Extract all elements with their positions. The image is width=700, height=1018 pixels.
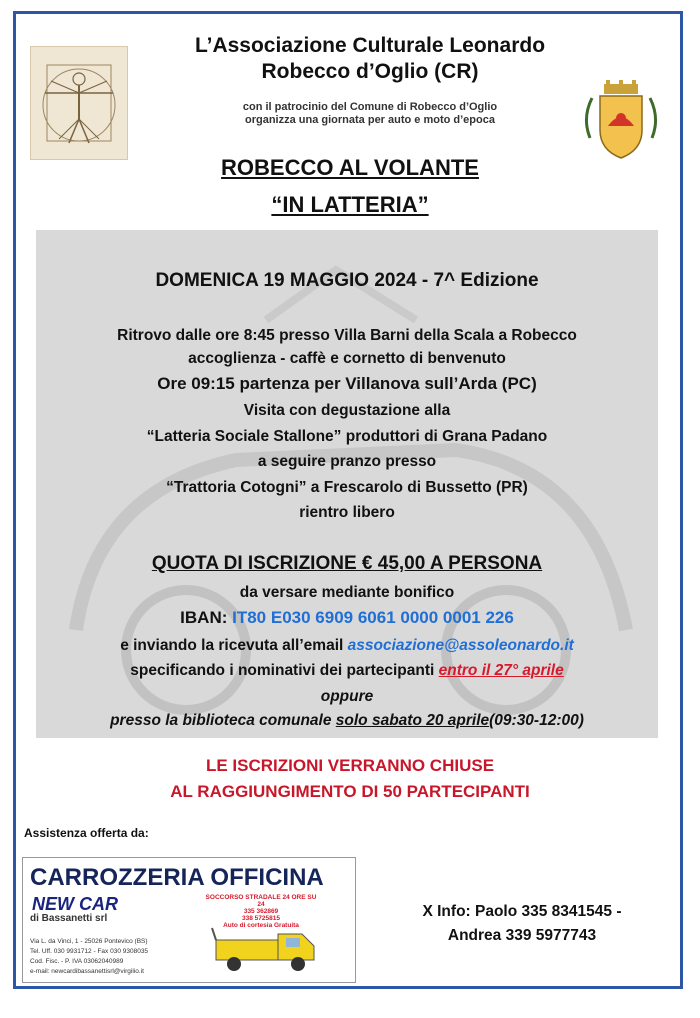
contact-info bbox=[372, 903, 672, 945]
sponsor-email: e-mail: newcardibassanettisrl@virgilio.it bbox=[30, 968, 144, 975]
deadline-text: entro il 27° aprile bbox=[438, 662, 564, 679]
organization-name: L’Associazione Culturale Leonardo bbox=[194, 34, 546, 57]
sos-line: Auto di cortesia Gratuita bbox=[223, 922, 299, 929]
contact-paolo: X Info: Paolo 335 8341545 - bbox=[422, 903, 622, 920]
organization-location: Robecco d’Oglio (CR) bbox=[261, 60, 479, 83]
sponsor-phones: Tel. Uff. 030 9931712 - Fax 030 9308035 bbox=[30, 948, 149, 955]
names-prefix: specificando i nominativi dei partecipanti bbox=[130, 662, 435, 679]
email-line bbox=[36, 637, 658, 655]
program-line: a seguire pranzo presso bbox=[257, 453, 437, 470]
sponsor-brand: NEW CAR bbox=[32, 894, 118, 914]
deadline-line bbox=[36, 662, 658, 680]
library-hours: (09:30-12:00) bbox=[489, 712, 584, 729]
program-line: “Latteria Sociale Stallone” produttori di Grana Padano bbox=[146, 428, 548, 445]
sos-line: SOCCORSO STRADALE 24 ORE SU 24 bbox=[205, 894, 317, 908]
closing-notice: AL RAGGIUNGIMENTO DI 50 PARTECIPANTI bbox=[170, 782, 530, 801]
vitruvian-man-icon bbox=[30, 46, 128, 160]
email-prefix: e inviando la ricevuta all’email bbox=[120, 637, 344, 654]
program-line: Ritrovo dalle ore 8:45 presso Villa Barni della Scala a Robecco bbox=[117, 327, 577, 344]
event-intro-text: organizza una giornata per auto e moto d’epoca bbox=[245, 114, 495, 126]
assistance-label: Assistenza offerta da: bbox=[24, 826, 149, 840]
program-line: Ore 09:15 partenza per Villanova sull’Arda (PC) bbox=[157, 374, 537, 393]
sponsor-title: CARROZZERIA OFFICINA bbox=[30, 864, 324, 891]
contact-andrea: Andrea 339 5977743 bbox=[447, 927, 597, 944]
iban-value: IT80 E030 6909 6061 0000 0001 226 bbox=[232, 608, 514, 627]
payment-method: da versare mediante bonifico bbox=[239, 584, 455, 601]
sponsor-tax: Cod. Fisc. - P. IVA 03062040989 bbox=[30, 958, 124, 965]
or-text: oppure bbox=[320, 688, 374, 705]
patronage-text: con il patrocinio del Comune di Robecco d’Oglio bbox=[242, 101, 498, 113]
sponsor-address: Via L. da Vinci, 1 - 25026 Pontevico (BS) bbox=[30, 938, 148, 945]
library-line bbox=[36, 712, 658, 730]
library-prefix: presso la biblioteca comunale bbox=[110, 712, 332, 729]
event-title: ROBECCO AL VOLANTE bbox=[221, 155, 479, 180]
program-line: Visita con degustazione alla bbox=[243, 402, 451, 419]
tow-truck-icon bbox=[210, 922, 322, 974]
closing-notice: LE ISCRIZIONI VERRANNO CHIUSE bbox=[205, 756, 495, 775]
registration-fee: QUOTA DI ISCRIZIONE € 45,00 A PERSONA bbox=[151, 553, 543, 574]
sos-phone: 338 5725815 bbox=[242, 915, 280, 922]
program-line: rientro libero bbox=[299, 504, 395, 521]
program-line: accoglienza - caffè e cornetto di benvenuto bbox=[188, 350, 506, 367]
library-day: solo sabato 20 aprile bbox=[335, 712, 490, 729]
sos-phone: 335 362869 bbox=[243, 908, 279, 915]
sponsor-company: di Bassanetti srl bbox=[30, 913, 108, 924]
event-date: DOMENICA 19 MAGGIO 2024 - 7^ Edizione bbox=[155, 270, 539, 291]
event-subtitle: “IN LATTERIA” bbox=[271, 192, 429, 217]
program-line: “Trattoria Cotogni” a Frescarolo di Bussetto (PR) bbox=[166, 479, 528, 496]
iban-line bbox=[36, 608, 658, 628]
iban-label: IBAN: bbox=[180, 608, 228, 627]
email-link[interactable]: associazione@assoleonardo.it bbox=[347, 637, 574, 654]
